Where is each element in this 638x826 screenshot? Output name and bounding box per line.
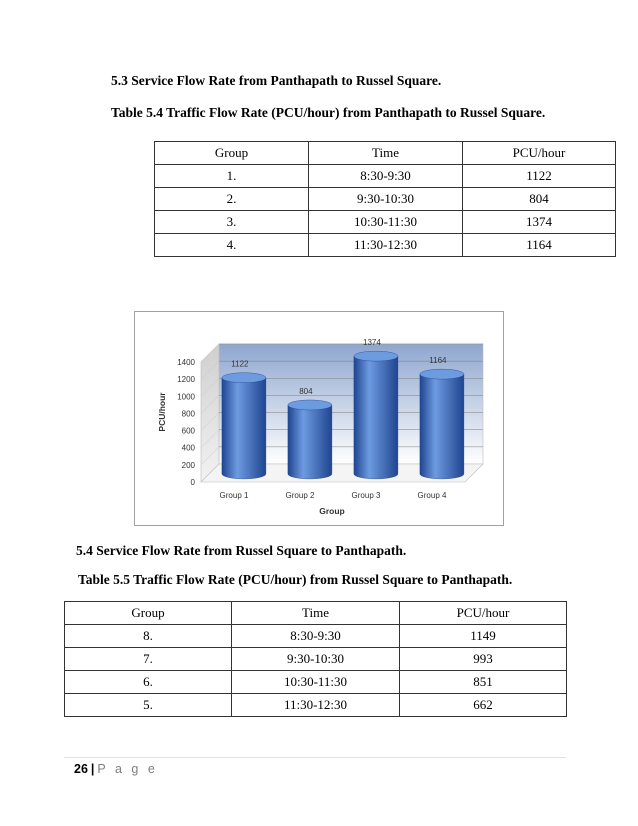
- y-tick-label: 400: [181, 443, 195, 453]
- cell-time: 10:30-11:30: [232, 671, 400, 694]
- y-tick-label: 1400: [177, 358, 195, 367]
- chart-frame: [134, 311, 504, 526]
- pcu-bar-chart: [135, 312, 503, 525]
- cell-pcu: 1374: [463, 211, 616, 234]
- footer-separator: |: [90, 762, 95, 776]
- cell-group: 6.: [65, 671, 232, 694]
- bar-body: [420, 374, 464, 479]
- header-cell-time: Time: [232, 602, 400, 625]
- cell-group: 3.: [155, 211, 309, 234]
- page-number: 26: [74, 762, 88, 776]
- cell-pcu: 662: [400, 694, 567, 717]
- table-caption-5-4: Table 5.4 Traffic Flow Rate (PCU/hour) from Panthapath to Russel Square.: [111, 105, 546, 120]
- header-cell-pcu: PCU/hour: [463, 142, 616, 165]
- traffic-flow-table-5-5: [64, 601, 567, 717]
- bar-body: [288, 405, 332, 479]
- bar-top: [420, 369, 464, 379]
- cell-group: 2.: [155, 188, 309, 211]
- cell-time: 11:30-12:30: [232, 694, 400, 717]
- chart-side-wall: [201, 344, 219, 482]
- bar-body: [354, 356, 398, 479]
- cell-time: 10:30-11:30: [309, 211, 463, 234]
- x-tick-label: Group 3: [351, 491, 381, 500]
- x-tick-label: Group 4: [417, 491, 447, 500]
- table-row: [65, 648, 567, 671]
- table-header-row: [65, 602, 567, 625]
- bar-top: [222, 373, 266, 383]
- cell-pcu: 1122: [463, 165, 616, 188]
- y-tick-label: 600: [181, 426, 195, 436]
- table-row: [155, 165, 616, 188]
- y-tick-label: 1000: [177, 392, 195, 402]
- data-label: 1374: [363, 338, 381, 348]
- cell-time: 11:30-12:30: [309, 234, 463, 257]
- y-axis-label: PCU/hour: [157, 392, 167, 432]
- cell-pcu: 1164: [463, 234, 616, 257]
- cell-pcu: 1149: [400, 625, 567, 648]
- page-label: P a g e: [97, 762, 158, 776]
- cell-pcu: 851: [400, 671, 567, 694]
- cell-time: 9:30-10:30: [309, 188, 463, 211]
- table-row: [155, 234, 616, 257]
- data-label: 1164: [429, 356, 447, 366]
- table-row: [155, 211, 616, 234]
- y-tick-label: 200: [181, 460, 195, 470]
- section-heading-5-4: 5.4 Service Flow Rate from Russel Square to Panthapath.: [76, 543, 407, 558]
- y-tick-label: 800: [181, 409, 195, 419]
- table-row: [65, 625, 567, 648]
- bar: [420, 369, 464, 479]
- cell-time: 9:30-10:30: [232, 648, 400, 671]
- cell-group: 4.: [155, 234, 309, 257]
- bar: [222, 373, 266, 479]
- header-cell-group: Group: [65, 602, 232, 625]
- cell-pcu: 804: [463, 188, 616, 211]
- cell-group: 7.: [65, 648, 232, 671]
- section-heading-5-3: 5.3 Service Flow Rate from Panthapath to Russel Square.: [111, 73, 442, 88]
- table-row: [65, 694, 567, 717]
- cell-group: 1.: [155, 165, 309, 188]
- data-label: 804: [299, 386, 313, 396]
- bar-top: [354, 351, 398, 361]
- table-row: [155, 188, 616, 211]
- footer-divider: [64, 757, 566, 758]
- table-row: [65, 671, 567, 694]
- x-tick-label: Group 1: [219, 491, 249, 500]
- bar-top: [288, 400, 332, 410]
- x-axis-label: Group: [319, 506, 345, 516]
- data-label: 1122: [231, 359, 249, 369]
- cell-group: 5.: [65, 694, 232, 717]
- bar-body: [222, 378, 266, 479]
- bar: [288, 400, 332, 479]
- cell-time: 8:30-9:30: [309, 165, 463, 188]
- bar: [354, 351, 398, 479]
- cell-pcu: 993: [400, 648, 567, 671]
- cell-time: 8:30-9:30: [232, 625, 400, 648]
- header-cell-group: Group: [155, 142, 309, 165]
- table-caption-5-5: Table 5.5 Traffic Flow Rate (PCU/hour) from Russel Square to Panthapath.: [78, 572, 513, 587]
- x-tick-label: Group 2: [285, 491, 315, 500]
- table-header-row: [155, 142, 616, 165]
- traffic-flow-table-5-4: [154, 141, 616, 257]
- y-tick-label: 1200: [177, 375, 195, 385]
- header-cell-time: Time: [309, 142, 463, 165]
- y-tick-label: 0: [190, 478, 195, 487]
- cell-group: 8.: [65, 625, 232, 648]
- page-footer: [74, 762, 158, 776]
- header-cell-pcu: PCU/hour: [400, 602, 567, 625]
